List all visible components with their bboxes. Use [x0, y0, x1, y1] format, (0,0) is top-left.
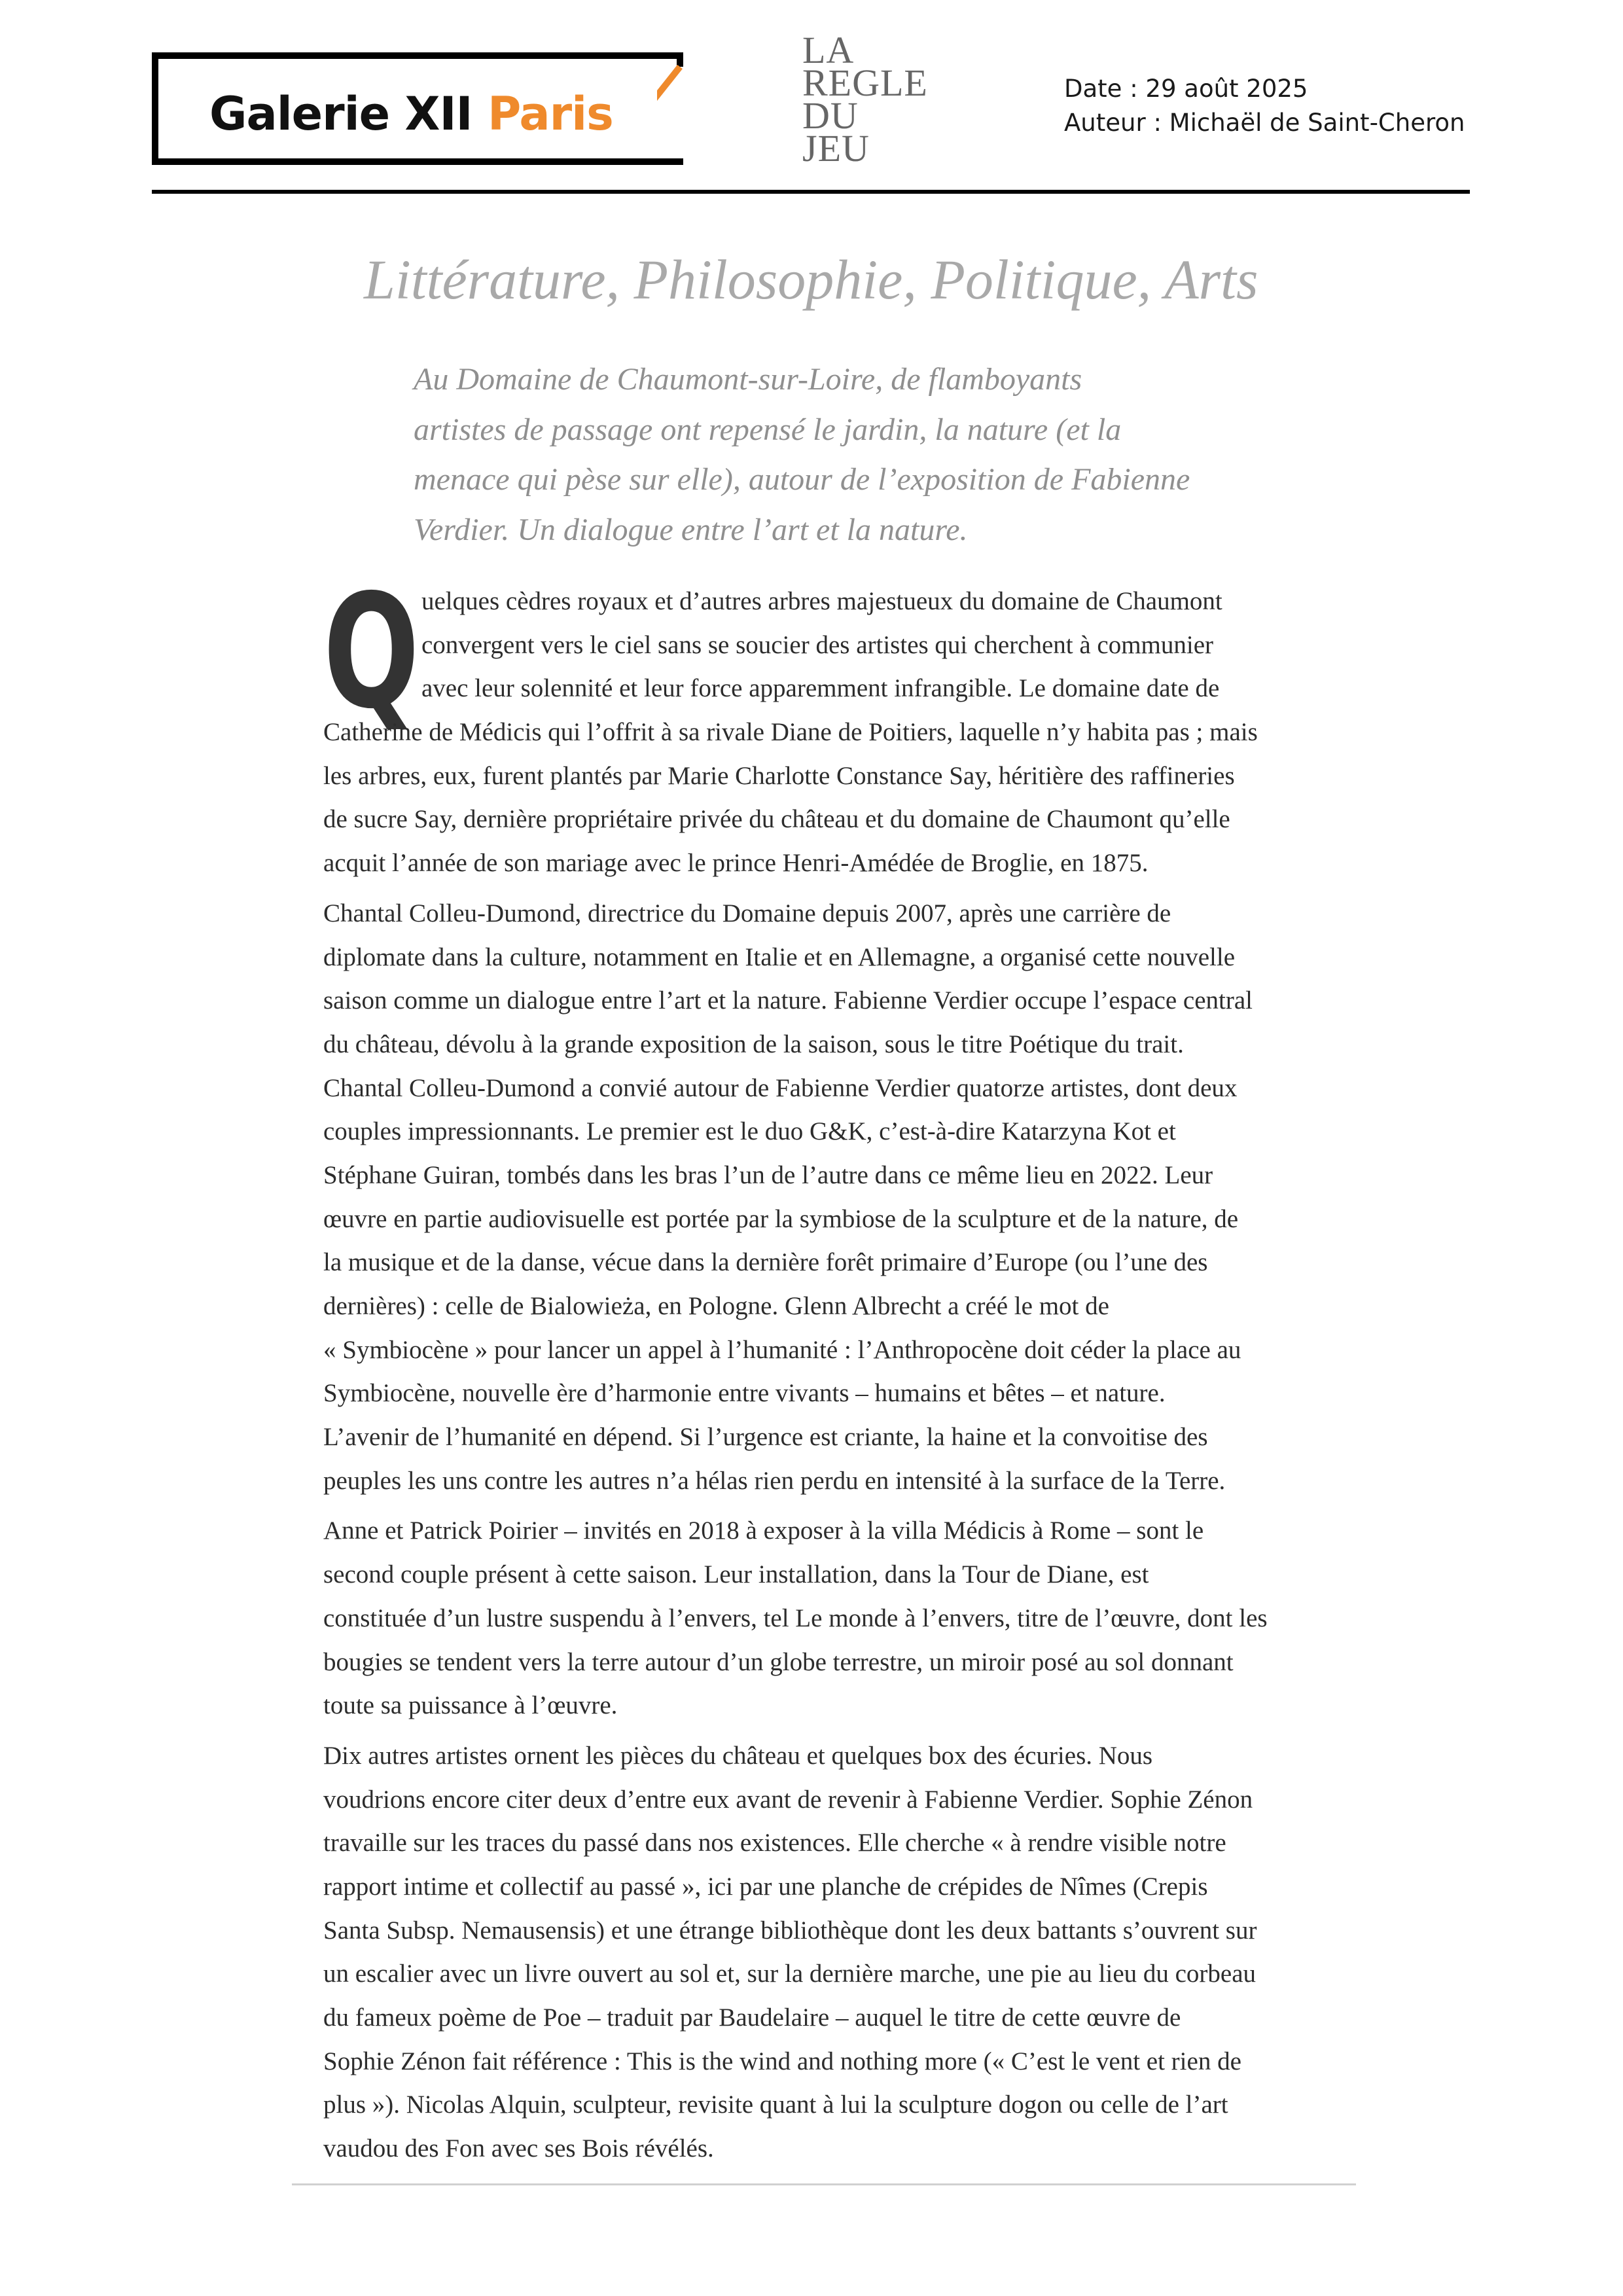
body-line: Anne et Patrick Poirier – invités en 2018 à exposer à la villa Médicis à Rome – sont le — [323, 1516, 1204, 1545]
body-line: « Symbiocène » pour lancer un appel à l’humanité : l’Anthropocène doit céder la place au — [323, 1335, 1241, 1364]
body-line: œuvre en partie audiovisuelle est portée par la symbiose de la sculpture et de la nature, de — [323, 1204, 1239, 1233]
body-line: Chantal Colleu-Dumond, directrice du Domaine depuis 2007, après une carrière de — [323, 899, 1171, 927]
body-line: vaudou des Fon avec ses Bois révélés. — [323, 2134, 714, 2163]
body-line: un escalier avec un livre ouvert au sol et, sur la dernière marche, une pie au lieu du corbeau — [323, 1960, 1257, 1988]
body-line: L’avenir de l’humanité en dépend. Si l’urgence est criante, la haine et la convoitise des — [323, 1423, 1208, 1452]
body-line: Stéphane Guiran, tombés dans les bras l’un de l’autre dans ce même lieu en 2022. Leur — [323, 1160, 1213, 1189]
body-line: constituée d’un lustre suspendu à l’envers, tel Le monde à l’envers, titre de l’œuvre, dont les — [323, 1604, 1268, 1632]
logo-line: LA — [802, 29, 855, 71]
article-meta — [1064, 72, 1465, 140]
body-line: bougies se tendent vers la terre autour d’un globe terrestre, un miroir posé au sol donnant — [323, 1647, 1234, 1676]
body-line: la musique et de la danse, vécue dans la dernière forêt primaire d’Europe (ou l’une des — [323, 1248, 1208, 1277]
logo-line: DU — [802, 94, 859, 137]
brand-name: Galerie XII Paris — [209, 87, 613, 141]
brand-accent: Paris — [487, 87, 613, 141]
article-paragraph — [323, 1734, 1344, 2171]
body-line: Symbiocène, nouvelle ère d’harmonie entre vivants – humains et bêtes – et nature. — [323, 1379, 1166, 1408]
article-paragraph — [323, 892, 1344, 1503]
article-paragraph — [323, 560, 1344, 886]
footer-divider — [292, 2183, 1356, 2185]
author-name: Auteur : Michaël de Saint-Cheron — [1064, 109, 1465, 137]
article-category: Littérature, Philosophie, Politique, Arts — [364, 248, 1258, 311]
body-line: acquit l’année de son mariage avec le prince Henri-Amédée de Broglie, en 1875. — [323, 849, 1149, 878]
body-line: uelques cèdres royaux et d’autres arbres majestueux du domaine de Chaumont — [421, 587, 1222, 615]
logo-bottom-border — [152, 158, 610, 166]
body-line: Sophie Zénon fait référence : This is the wind and nothing more (« C’est le vent et rien de — [323, 2047, 1241, 2075]
body-line: diplomate dans la culture, notamment en Italie et en Allemagne, a organisé cette nouvelle — [323, 942, 1236, 971]
la-regle-du-jeu-logo — [802, 29, 959, 178]
body-line: Santa Subsp. Nemausensis) et une étrange bibliothèque dont les deux battants s’ouvrent sur — [323, 1916, 1257, 1945]
drop-cap: Q — [323, 560, 419, 744]
body-line: avec leur solennité et leur force apparemment infrangible. Le domaine date de — [421, 674, 1220, 703]
article-body — [323, 560, 1344, 2178]
body-line: Dix autres artistes ornent les pièces du château et quelques box des écuries. Nous — [323, 1741, 1153, 1770]
header-divider — [152, 190, 1470, 194]
galerie-logo — [152, 52, 683, 165]
body-line: travaille sur les traces du passé dans nos existences. Elle cherche « à rendre visible notre — [323, 1829, 1226, 1857]
body-line: les arbres, eux, furent plantés par Marie Charlotte Constance Say, héritière des raffineries — [323, 761, 1235, 790]
article-paragraph — [323, 1509, 1344, 1727]
body-line: couples impressionnants. Le premier est le duo G&K, c’est-à-dire Katarzyna Kot et — [323, 1117, 1176, 1146]
logo-corner-shape — [657, 52, 683, 165]
article-lead — [414, 355, 1284, 555]
logo-line: JEU — [802, 127, 870, 170]
body-line: plus »). Nicolas Alquin, sculpteur, revisite quant à lui la sculpture dogon ou celle de l’art — [323, 2090, 1228, 2119]
lead-line: artistes de passage ont repensé le jardin, la nature (et la — [414, 412, 1122, 447]
body-line: voudrions encore citer deux d’entre eux avant de revenir à Fabienne Verdier. Sophie Zénon — [323, 1785, 1253, 1814]
body-line: rapport intime et collectif au passé », ici par une planche de crépides de Nîmes (Crepis — [323, 1872, 1208, 1901]
publication-date: Date : 29 août 2025 — [1064, 75, 1308, 103]
body-line: dernières) : celle de Bialowieża, en Pologne. Glenn Albrecht a créé le mot de — [323, 1292, 1109, 1320]
body-line: convergent vers le ciel sans se soucier des artistes qui cherchent à communier — [421, 630, 1214, 659]
lead-line: menace qui pèse sur elle), autour de l’exposition de Fabienne — [414, 462, 1190, 497]
lead-line: Au Domaine de Chaumont-sur-Loire, de flamboyants — [414, 362, 1082, 397]
body-line: du fameux poème de Poe – traduit par Baudelaire – auquel le titre de cette œuvre de — [323, 2003, 1181, 2032]
body-line: saison comme un dialogue entre l’art et la nature. Fabienne Verdier occupe l’espace central — [323, 986, 1253, 1015]
body-line: peuples les uns contre les autres n’a hélas rien perdu en intensité à la surface de la Terre. — [323, 1466, 1226, 1495]
body-line: Catherine de Médicis qui l’offrit à sa rivale Diane de Poitiers, laquelle n’y habita pas ; mais — [323, 718, 1258, 747]
lead-line: Verdier. Un dialogue entre l’art et la nature. — [414, 512, 968, 547]
body-line: toute sa puissance à l’œuvre. — [323, 1691, 618, 1720]
body-line: de sucre Say, dernière propriétaire privée du château et du domaine de Chaumont qu’elle — [323, 805, 1230, 834]
body-line: Chantal Colleu-Dumond a convié autour de Fabienne Verdier quatorze artistes, dont deux — [323, 1073, 1238, 1102]
body-line: second couple présent à cette saison. Leur installation, dans la Tour de Diane, est — [323, 1560, 1149, 1589]
body-line: du château, dévolu à la grande exposition de la saison, sous le titre Poétique du trait. — [323, 1030, 1184, 1058]
logo-line: REGLE — [802, 62, 928, 104]
